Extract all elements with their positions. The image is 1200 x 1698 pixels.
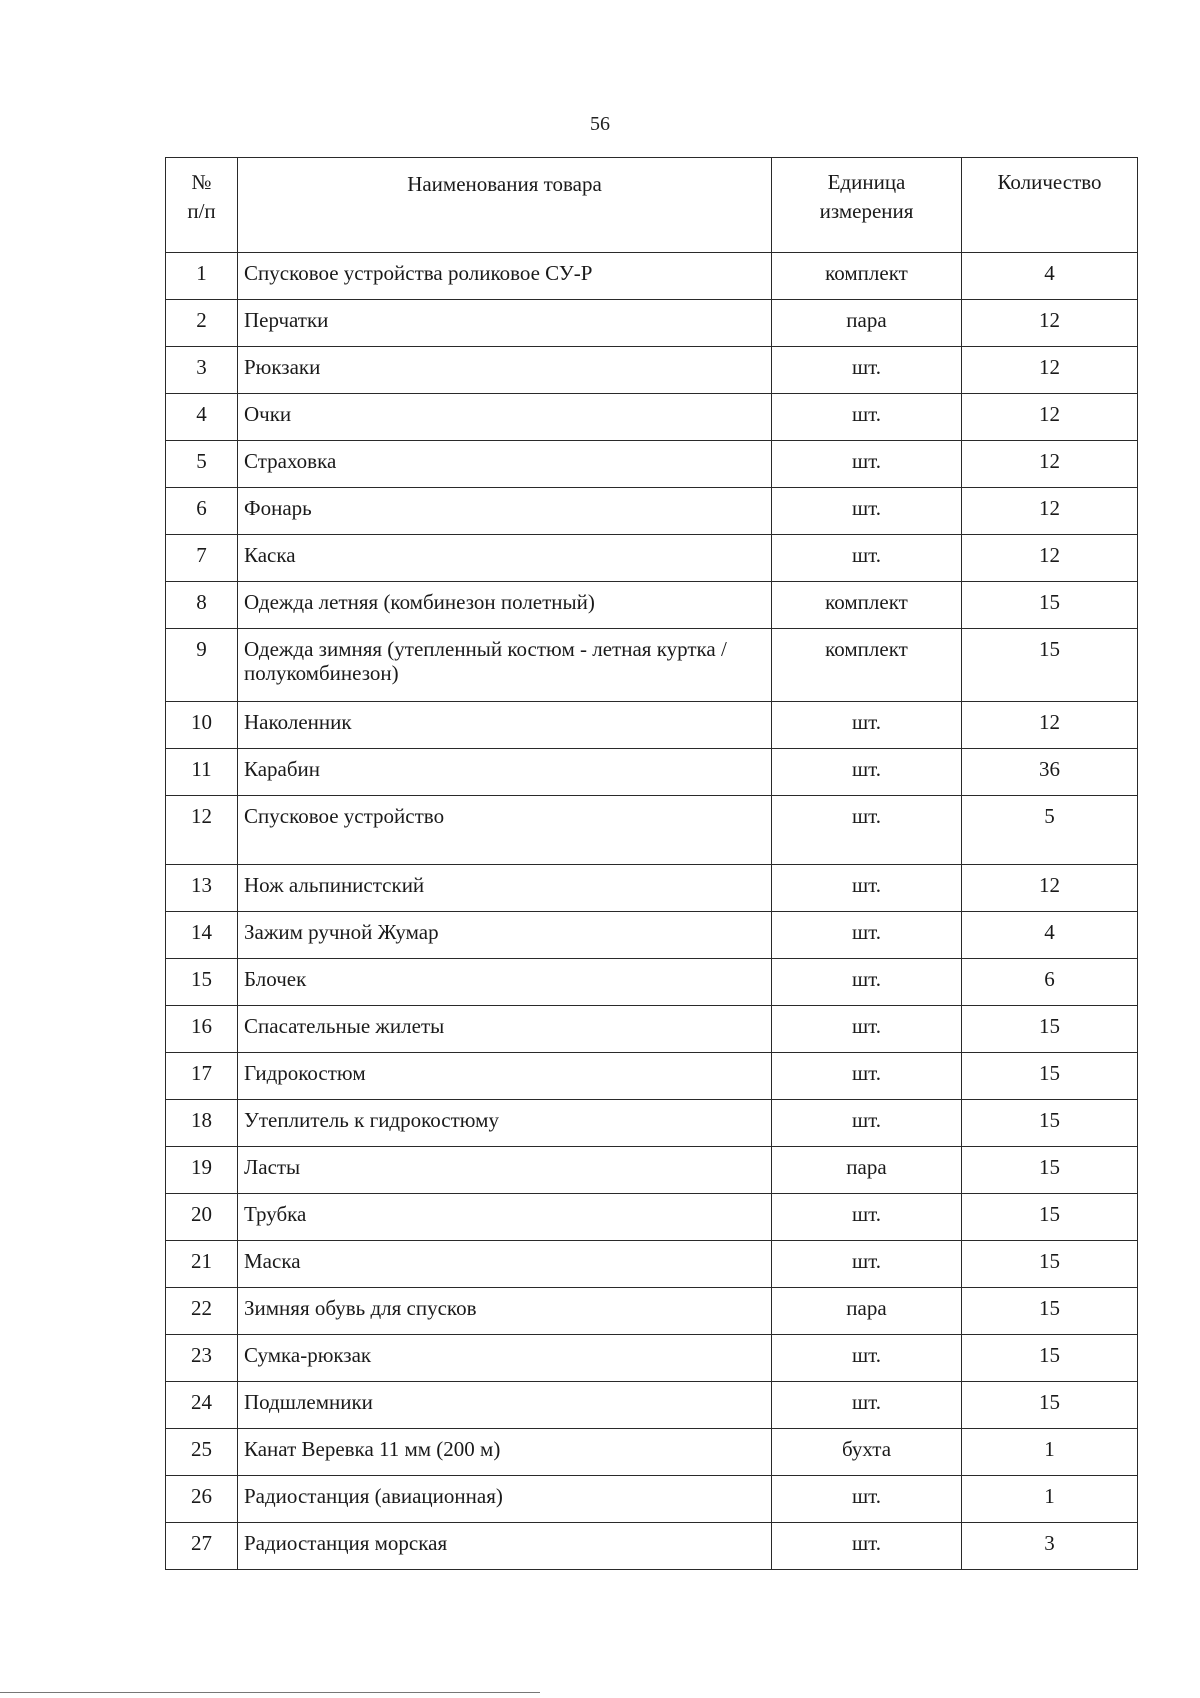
table-row xyxy=(166,394,1138,441)
row-number: 12 xyxy=(166,796,238,865)
item-quantity: 12 xyxy=(962,394,1138,441)
item-quantity: 5 xyxy=(962,796,1138,865)
item-quantity: 15 xyxy=(962,1053,1138,1100)
item-unit: шт. xyxy=(772,1053,962,1100)
item-quantity: 4 xyxy=(962,253,1138,300)
row-number: 25 xyxy=(166,1429,238,1476)
item-quantity: 15 xyxy=(962,1382,1138,1429)
item-unit: шт. xyxy=(772,1194,962,1241)
item-quantity: 6 xyxy=(962,959,1138,1006)
row-number: 17 xyxy=(166,1053,238,1100)
item-unit: шт. xyxy=(772,488,962,535)
item-unit: шт. xyxy=(772,865,962,912)
item-unit: шт. xyxy=(772,749,962,796)
row-number: 9 xyxy=(166,629,238,702)
table-row xyxy=(166,1429,1138,1476)
page-number: 56 xyxy=(590,113,610,135)
table-row xyxy=(166,912,1138,959)
item-unit: пара xyxy=(772,300,962,347)
item-unit: шт. xyxy=(772,1476,962,1523)
table-row xyxy=(166,582,1138,629)
item-unit: пара xyxy=(772,1147,962,1194)
item-name: Блочек xyxy=(238,959,772,1006)
item-unit: шт. xyxy=(772,959,962,1006)
row-number: 22 xyxy=(166,1288,238,1335)
table-row xyxy=(166,1382,1138,1429)
table-row xyxy=(166,749,1138,796)
item-name: Утеплитель к гидрокостюму xyxy=(238,1100,772,1147)
header-name-label: Наименования товара xyxy=(407,172,602,196)
item-name: Маска xyxy=(238,1241,772,1288)
item-name: Наколенник xyxy=(238,702,772,749)
item-quantity: 12 xyxy=(962,347,1138,394)
item-quantity: 12 xyxy=(962,702,1138,749)
item-quantity: 12 xyxy=(962,488,1138,535)
item-name: Одежда летняя (комбинезон полетный) xyxy=(238,582,772,629)
item-quantity: 15 xyxy=(962,1194,1138,1241)
header-num xyxy=(166,158,238,253)
item-quantity: 15 xyxy=(962,1147,1138,1194)
item-name: Канат Веревка 11 мм (200 м) xyxy=(238,1429,772,1476)
item-unit: шт. xyxy=(772,1335,962,1382)
item-name: Гидрокостюм xyxy=(238,1053,772,1100)
item-unit: шт. xyxy=(772,1382,962,1429)
item-name: Спусковое устройства роликовое СУ-Р xyxy=(238,253,772,300)
table-row xyxy=(166,441,1138,488)
table-row xyxy=(166,1241,1138,1288)
table-row xyxy=(166,1006,1138,1053)
item-quantity: 15 xyxy=(962,1335,1138,1382)
row-number: 5 xyxy=(166,441,238,488)
row-number: 7 xyxy=(166,535,238,582)
item-quantity: 12 xyxy=(962,300,1138,347)
row-number: 20 xyxy=(166,1194,238,1241)
item-unit: шт. xyxy=(772,702,962,749)
item-quantity: 36 xyxy=(962,749,1138,796)
item-unit: шт. xyxy=(772,912,962,959)
row-number: 21 xyxy=(166,1241,238,1288)
item-quantity: 15 xyxy=(962,1241,1138,1288)
item-name: Очки xyxy=(238,394,772,441)
item-unit: шт. xyxy=(772,1523,962,1570)
row-number: 10 xyxy=(166,702,238,749)
item-name: Спусковое устройство xyxy=(238,796,772,865)
table-body xyxy=(166,253,1138,1570)
table-row xyxy=(166,535,1138,582)
row-number: 15 xyxy=(166,959,238,1006)
item-unit: пара xyxy=(772,1288,962,1335)
item-name: Зимняя обувь для спусков xyxy=(238,1288,772,1335)
goods-table xyxy=(165,157,1138,1570)
table-row xyxy=(166,253,1138,300)
item-name: Радиостанция (авиационная) xyxy=(238,1476,772,1523)
item-unit: шт. xyxy=(772,347,962,394)
item-name: Перчатки xyxy=(238,300,772,347)
item-quantity: 12 xyxy=(962,535,1138,582)
row-number: 3 xyxy=(166,347,238,394)
item-name: Зажим ручной Жумар xyxy=(238,912,772,959)
header-unit xyxy=(772,158,962,253)
row-number: 4 xyxy=(166,394,238,441)
item-unit: бухта xyxy=(772,1429,962,1476)
item-quantity: 15 xyxy=(962,582,1138,629)
item-quantity: 15 xyxy=(962,629,1138,702)
item-name: Радиостанция морская xyxy=(238,1523,772,1570)
header-unit-label: Единица измерения xyxy=(819,170,914,223)
row-number: 14 xyxy=(166,912,238,959)
item-name: Подшлемники xyxy=(238,1382,772,1429)
item-unit: шт. xyxy=(772,1006,962,1053)
item-unit: шт. xyxy=(772,441,962,488)
row-number: 18 xyxy=(166,1100,238,1147)
item-name: Каска xyxy=(238,535,772,582)
item-name: Ласты xyxy=(238,1147,772,1194)
item-quantity: 12 xyxy=(962,865,1138,912)
row-number: 13 xyxy=(166,865,238,912)
item-unit: шт. xyxy=(772,394,962,441)
row-number: 23 xyxy=(166,1335,238,1382)
item-unit: комплект xyxy=(772,582,962,629)
item-name: Карабин xyxy=(238,749,772,796)
row-number: 26 xyxy=(166,1476,238,1523)
item-quantity: 1 xyxy=(962,1476,1138,1523)
header-name xyxy=(238,158,772,253)
item-name: Рюкзаки xyxy=(238,347,772,394)
table-row xyxy=(166,347,1138,394)
row-number: 24 xyxy=(166,1382,238,1429)
table-row xyxy=(166,629,1138,702)
table-row xyxy=(166,1100,1138,1147)
header-row xyxy=(166,158,1138,253)
row-number: 16 xyxy=(166,1006,238,1053)
header-qty-label: Количество xyxy=(997,170,1102,194)
header-num-label: № п/п xyxy=(187,170,216,223)
table-row xyxy=(166,1194,1138,1241)
table-row xyxy=(166,1476,1138,1523)
table-row xyxy=(166,1053,1138,1100)
item-unit: комплект xyxy=(772,629,962,702)
row-number: 19 xyxy=(166,1147,238,1194)
item-unit: комплект xyxy=(772,253,962,300)
item-name: Фонарь xyxy=(238,488,772,535)
table-row xyxy=(166,796,1138,865)
item-unit: шт. xyxy=(772,535,962,582)
table-row xyxy=(166,1523,1138,1570)
item-name: Трубка xyxy=(238,1194,772,1241)
item-name: Нож альпинистский xyxy=(238,865,772,912)
row-number: 6 xyxy=(166,488,238,535)
item-name: Спасательные жилеты xyxy=(238,1006,772,1053)
item-quantity: 15 xyxy=(962,1100,1138,1147)
table-row xyxy=(166,1147,1138,1194)
table-row xyxy=(166,702,1138,749)
table-row xyxy=(166,488,1138,535)
item-name: Сумка-рюкзак xyxy=(238,1335,772,1382)
item-name: Одежда зимняя (утепленный костюм - летная куртка / полукомбинезон) xyxy=(238,629,772,702)
item-quantity: 15 xyxy=(962,1288,1138,1335)
table-row xyxy=(166,959,1138,1006)
row-number: 8 xyxy=(166,582,238,629)
item-quantity: 15 xyxy=(962,1006,1138,1053)
table-row xyxy=(166,1288,1138,1335)
item-quantity: 1 xyxy=(962,1429,1138,1476)
footer-divider xyxy=(0,1692,540,1693)
item-name: Страховка xyxy=(238,441,772,488)
table-row xyxy=(166,1335,1138,1382)
row-number: 27 xyxy=(166,1523,238,1570)
row-number: 11 xyxy=(166,749,238,796)
item-unit: шт. xyxy=(772,1100,962,1147)
table-row xyxy=(166,300,1138,347)
row-number: 1 xyxy=(166,253,238,300)
item-unit: шт. xyxy=(772,796,962,865)
table-row xyxy=(166,865,1138,912)
item-quantity: 4 xyxy=(962,912,1138,959)
item-unit: шт. xyxy=(772,1241,962,1288)
item-quantity: 12 xyxy=(962,441,1138,488)
header-qty xyxy=(962,158,1138,253)
item-quantity: 3 xyxy=(962,1523,1138,1570)
row-number: 2 xyxy=(166,300,238,347)
table-header xyxy=(166,158,1138,253)
